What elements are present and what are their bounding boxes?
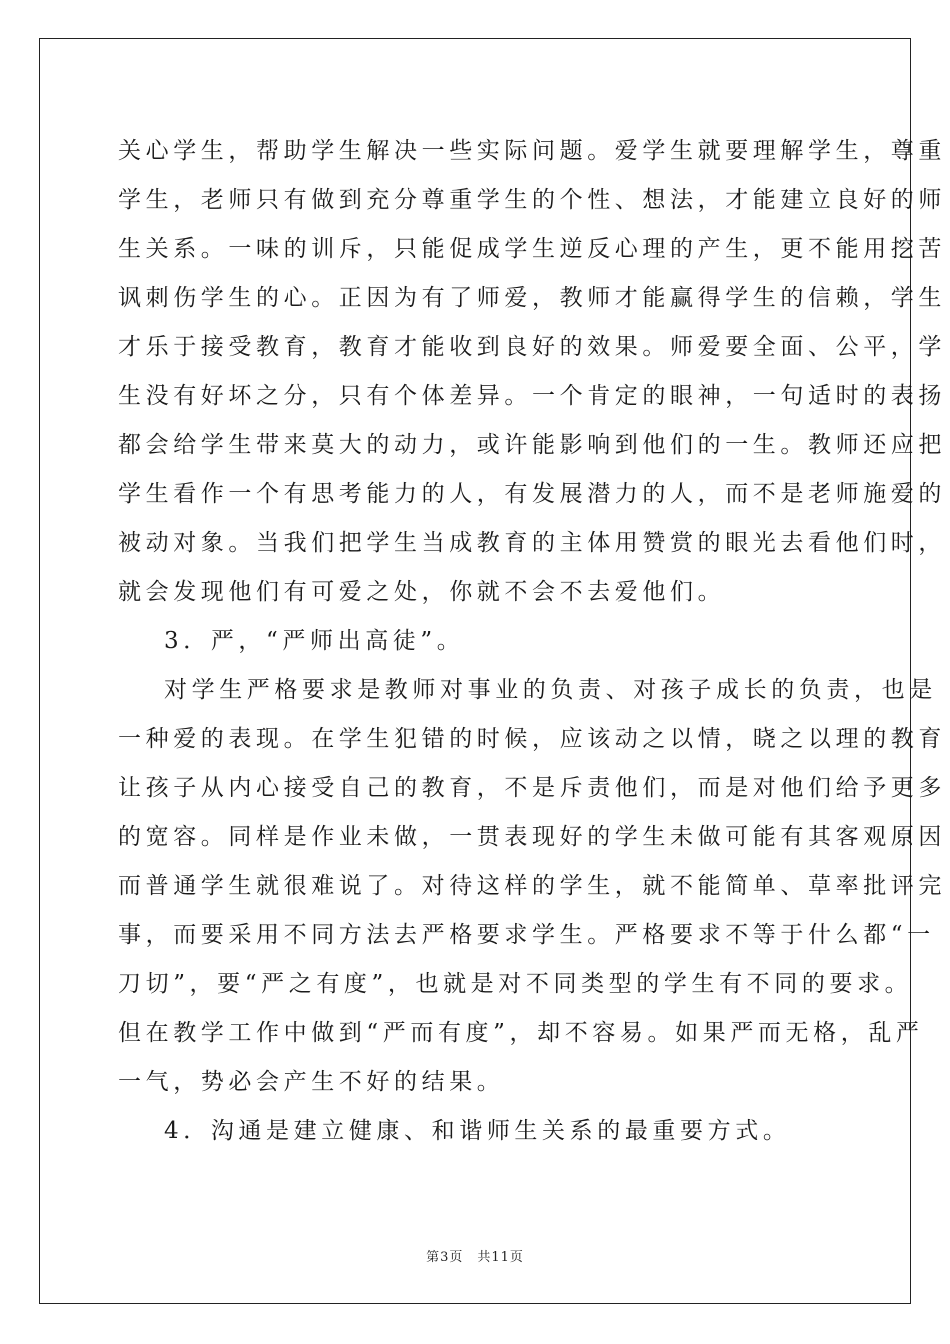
page-number: 第3页 共11页	[426, 1250, 524, 1265]
paragraph-line: 就会发现他们有可爱之处，你就不会不去爱他们。	[118, 579, 726, 605]
paragraph-line: 学生看作一个有思考能力的人，有发展潜力的人，而不是老师施爱的	[118, 481, 946, 507]
section-heading: 3．严，“严师出高徒”。	[164, 628, 465, 654]
paragraph-line: 对学生严格要求是教师对事业的负责、对孩子成长的负责，也是	[164, 677, 937, 703]
paragraph-line: 被动对象。当我们把学生当成教育的主体用赞赏的眼光去看他们时，	[118, 530, 946, 556]
paragraph-line: 让孩子从内心接受自己的教育，不是斥责他们，而是对他们给予更多	[118, 775, 946, 801]
document-body	[118, 127, 946, 1156]
paragraph-line: 一气，势必会产生不好的结果。	[118, 1069, 505, 1095]
paragraph-line: 的宽容。同样是作业未做，一贯表现好的学生未做可能有其客观原因	[118, 824, 946, 850]
section-heading: 4．沟通是建立健康、和谐师生关系的最重要方式。	[164, 1118, 791, 1144]
paragraph-line: 事，而要采用不同方法去严格要求学生。严格要求不等于什么都“一	[118, 922, 935, 948]
paragraph-line: 关心学生，帮助学生解决一些实际问题。爱学生就要理解学生，尊重	[118, 138, 946, 164]
paragraph-line: 才乐于接受教育，教育才能收到良好的效果。师爱要全面、公平，学	[118, 334, 946, 360]
paragraph-line: 生没有好坏之分，只有个体差异。一个肯定的眼神，一句适时的表扬	[118, 383, 946, 409]
paragraph-line: 一种爱的表现。在学生犯错的时候，应该动之以情，晓之以理的教育	[118, 726, 946, 752]
paragraph-line: 讽刺伤学生的心。正因为有了师爱，教师才能赢得学生的信赖，学生	[118, 285, 946, 311]
paragraph-line: 生关系。一味的训斥，只能促成学生逆反心理的产生，更不能用挖苦	[118, 236, 946, 262]
paragraph-line: 学生，老师只有做到充分尊重学生的个性、想法，才能建立良好的师	[118, 187, 946, 213]
paragraph-line: 而普通学生就很难说了。对待这样的学生，就不能简单、草率批评完	[118, 873, 946, 899]
paragraph-line: 刀切”，要“严之有度”，也就是对不同类型的学生有不同的要求。	[118, 971, 913, 997]
paragraph-line: 都会给学生带来莫大的动力，或许能影响到他们的一生。教师还应把	[118, 432, 946, 458]
paragraph-line: 但在教学工作中做到“严而有度”，却不容易。如果严而无格，乱严	[118, 1020, 924, 1046]
